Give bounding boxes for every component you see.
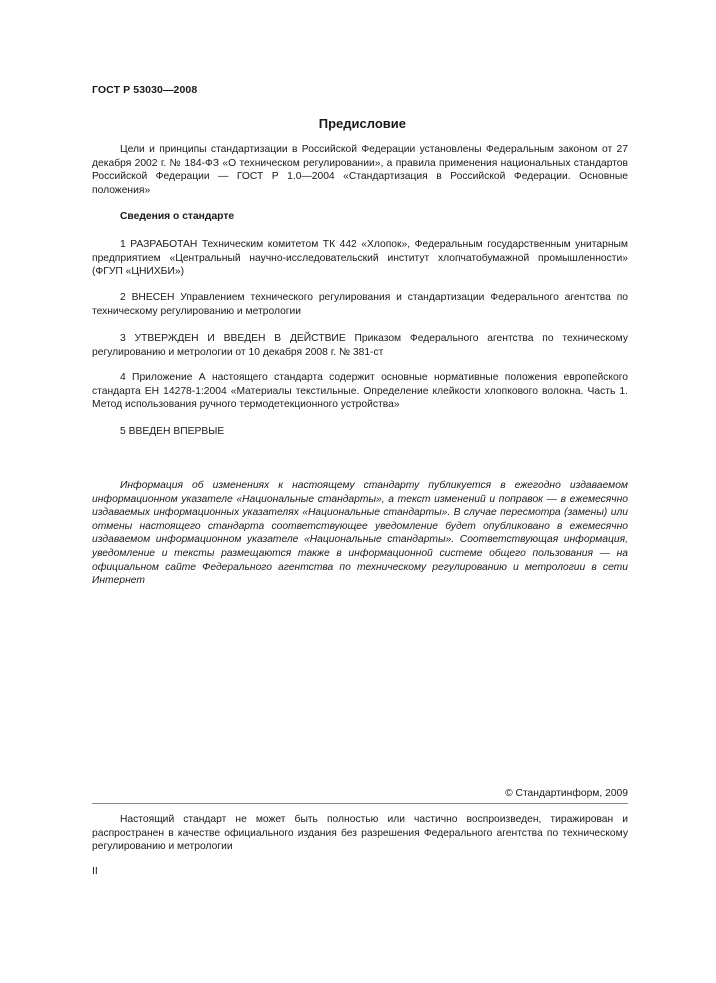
document-code: ГОСТ Р 53030—2008 (92, 84, 198, 96)
reproduction-notice: Настоящий стандарт не может быть полностью или частично воспроизведен, тиражирован и распространен в качестве официального издания без разрешения Федерального агентства по техническому регулированию и метрологии (92, 814, 628, 853)
info-notice-paragraph: Информация об изменениях к настоящему стандарту публикуется в ежегодно издаваемом информационном указателе «Национальные стандарты», а текст изменений и поправок — в ежемесячно издаваемых информационных указателях «Национальные стандарты». В случае пересмотра (замены) или отмены настоящего стандарта соответствующее уведомление будет опубликовано в ежемесячно издаваемом информационном указателе «Национальные стандарты». Соответствующая информация, уведомление и тексты размещаются также в информационной системе общего пользования — на официальном сайте Федерального агентства по техническому регулированию и метрологии в сети Интернет (92, 480, 628, 587)
intro-paragraph: Цели и принципы стандартизации в Российской Федерации установлены Федеральным законом от 27 декабря 2002 г. № 184-ФЗ «О техническом регулировании», а правила применения национальных стандартов Российской Федерации — ГОСТ Р 1.0—2004 «Стандартизация в Российской Федерации. Основные положения» (92, 144, 628, 196)
copyright-line: © Стандартинформ, 2009 (505, 788, 628, 799)
item-3-approved: 3 УТВЕРЖДЕН И ВВЕДЕН В ДЕЙСТВИЕ Приказом Федерального агентства по техническому регулированию и метрологии от 10 декабря 2008 г. № 381-ст (92, 333, 628, 358)
divider-line (92, 803, 628, 804)
item-5-first-introduced: 5 ВВЕДЕН ВПЕРВЫЕ (120, 426, 225, 437)
item-2-submitted: 2 ВНЕСЕН Управлением технического регулирования и стандартизации Федерального агентства по техническому регулированию и метрологии (92, 292, 628, 317)
item-4-appendix: 4 Приложение А настоящего стандарта содержит основные нормативные положения европейского стандарта ЕН 14278-1:2004 «Материалы текстильные. Определение клейкости хлопкового волокна. Часть 1. Метод использования ручного термодетекционного устройства» (92, 372, 628, 411)
page-number: II (92, 865, 98, 877)
item-1-developed: 1 РАЗРАБОТАН Техническим комитетом ТК 442 «Хлопок», Федеральным государственным унитарным предприятием «Центральный научно-исследовательский институт хлопчатобумажной промышленности» (ФГУП «ЦНИХБИ») (92, 239, 628, 278)
section-heading: Сведения о стандарте (120, 211, 235, 222)
page-title: Предисловие (318, 116, 406, 131)
